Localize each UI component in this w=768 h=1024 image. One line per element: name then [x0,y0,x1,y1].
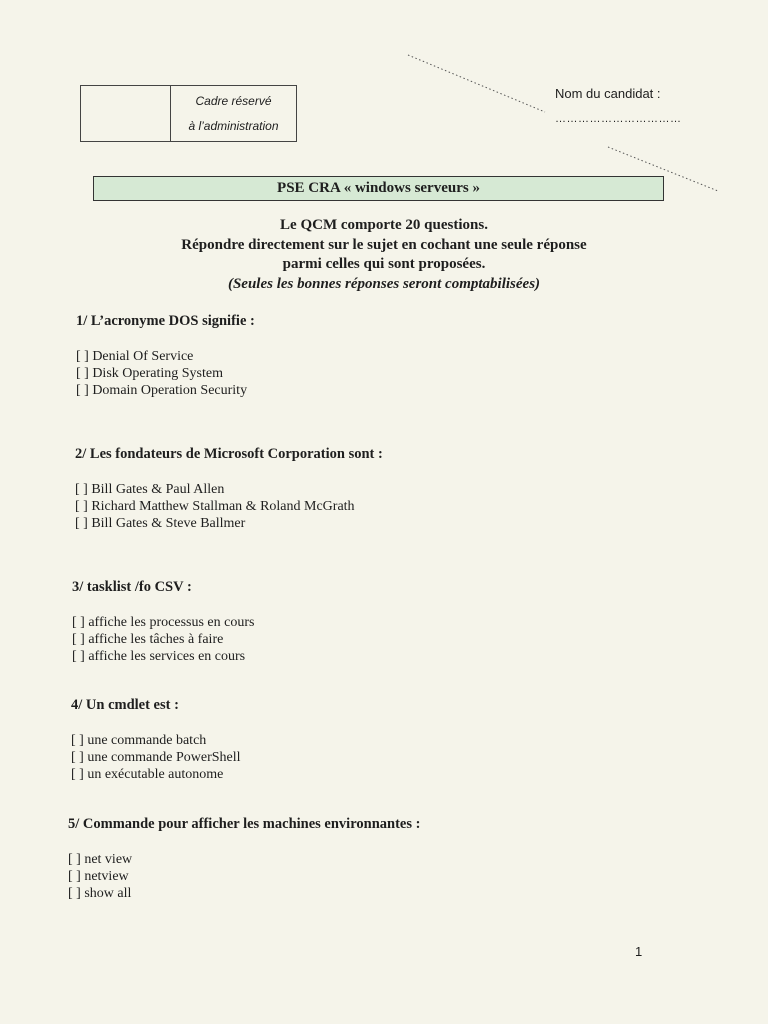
answer-option[interactable]: [ ] Domain Operation Security [76,383,248,398]
answer-option[interactable]: [ ] affiche les tâches à faire [72,632,224,647]
answer-option[interactable]: [ ] une commande batch [71,733,207,748]
answer-option[interactable]: [ ] Bill Gates & Paul Allen [75,482,225,497]
answer-option[interactable]: [ ] affiche les services en cours [72,649,246,664]
question-1 [76,313,255,399]
exam-title-banner [93,176,664,201]
exam-title: PSE CRA « windows serveurs » [277,180,480,196]
answer-options [68,851,420,902]
answer-option[interactable]: [ ] un exécutable autonome [71,767,224,782]
question-title: 3/ tasklist /fo CSV : [72,579,192,595]
answer-options [72,614,254,665]
admin-label-line2: à l’administration [188,119,279,134]
answer-options [75,481,383,532]
question-2 [75,446,383,532]
answer-option[interactable]: [ ] Disk Operating System [76,366,223,381]
answer-option[interactable]: [ ] net view [68,852,133,867]
answer-options [71,732,241,783]
instructions-line-1: Le QCM comporte 20 questions. [280,217,488,233]
instructions-line-2: Répondre directement sur le sujet en cochant une seule réponse [181,236,587,253]
answer-option[interactable]: [ ] Denial Of Service [76,349,194,364]
admin-reserved-box [80,85,297,142]
question-3 [72,579,254,665]
answer-option[interactable]: [ ] une commande PowerShell [71,750,241,765]
answer-option[interactable]: [ ] Bill Gates & Steve Ballmer [75,516,246,531]
answer-option[interactable]: [ ] affiche les processus en cours [72,615,255,630]
answer-option[interactable]: [ ] netview [68,869,129,884]
admin-blank-cell [81,86,171,141]
answer-options [76,348,255,399]
admin-label-cell [171,86,296,141]
question-title: 2/ Les fondateurs de Microsoft Corporation sont : [75,446,383,462]
page-number: 1 [635,944,643,959]
question-5 [68,816,420,902]
question-title: 5/ Commande pour afficher les machines environnantes : [68,816,421,832]
candidate-name-dotted-line[interactable]: …………………………… [555,113,682,125]
question-4 [71,697,241,783]
instructions [0,216,768,294]
question-title: 4/ Un cmdlet est : [71,697,179,713]
admin-label-line1: Cadre réservé [195,93,272,108]
answer-option[interactable]: [ ] show all [68,886,132,901]
candidate-name-label: Nom du candidat : [555,86,661,101]
candidate-name-field[interactable] [555,86,682,125]
instructions-line-3: parmi celles qui sont proposées. [282,256,486,272]
answer-option[interactable]: [ ] Richard Matthew Stallman & Roland McGrath [75,499,355,514]
instructions-line-4: (Seules les bonnes réponses seront comptabilisées) [227,275,541,292]
question-title: 1/ L’acronyme DOS signifie : [76,313,255,329]
